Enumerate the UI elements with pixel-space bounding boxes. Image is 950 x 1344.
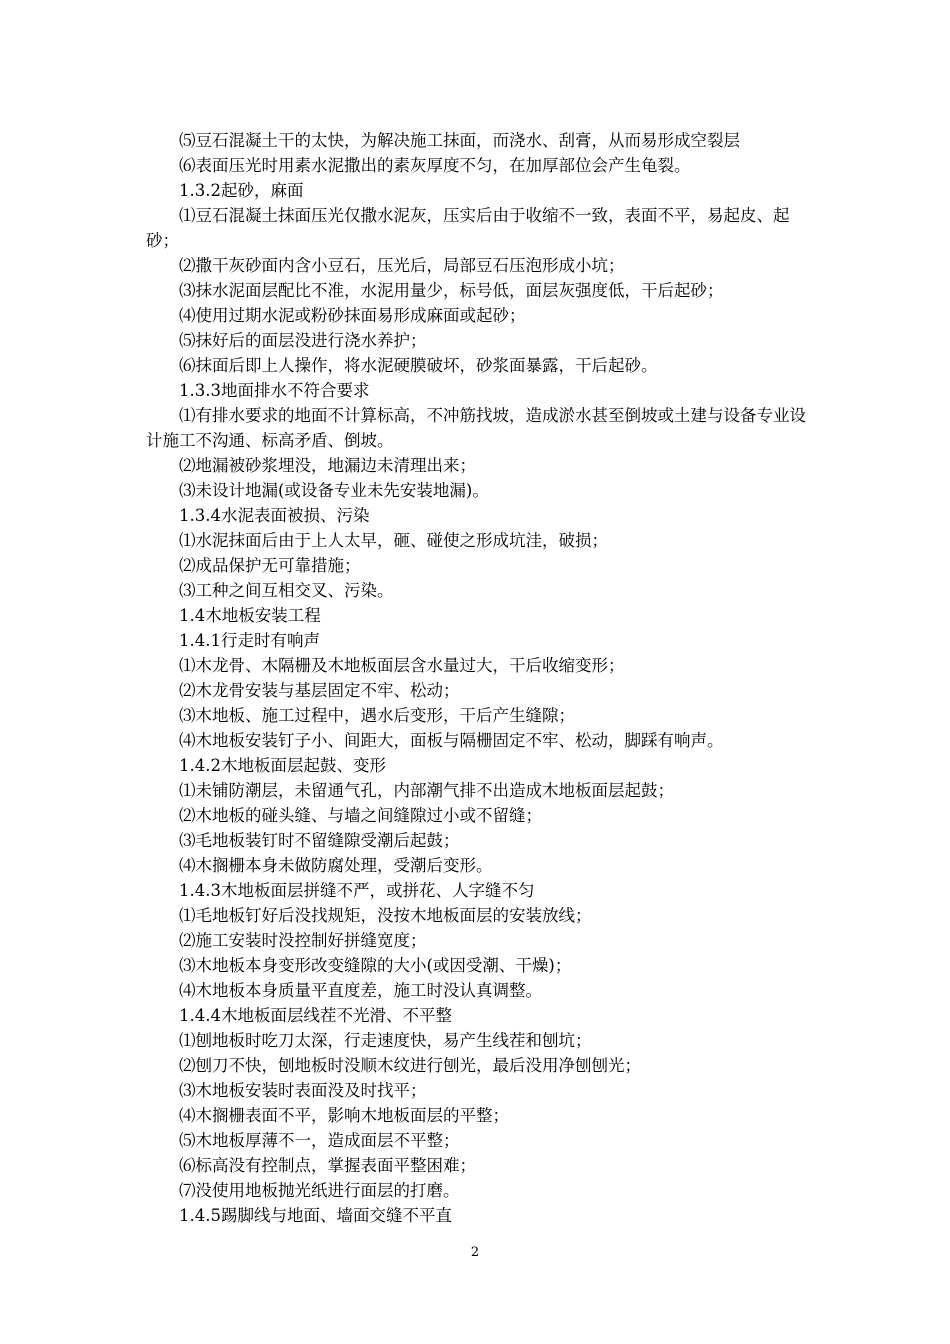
paragraph: 1.4.5踢脚线与地面、墙面交缝不平直 — [179, 1206, 452, 1225]
document-body — [146, 128, 810, 1228]
paragraph: ⑵刨刀不快，刨地板时没顺木纹进行刨光，最后没用净刨刨光； — [179, 1056, 641, 1075]
paragraph: ⑷使用过期水泥或粉砂抹面易形成麻面或起砂； — [179, 306, 526, 325]
paragraph: ⑹表面压光时用素水泥撒出的素灰厚度不匀，在加厚部位会产生龟裂。 — [179, 156, 691, 175]
paragraph: ⑶工种之间互相交叉、污染。 — [179, 581, 394, 600]
paragraph: ⑶未设计地漏(或设备专业未先安装地漏)。 — [179, 481, 489, 500]
paragraph: ⑸抹好后的面层没进行浇水养护； — [179, 331, 427, 350]
paragraph: ⑺没使用地板抛光纸进行面层的打磨。 — [179, 1181, 460, 1200]
paragraph: ⑶木地板、施工过程中，遇水后变形，干后产生缝隙； — [179, 706, 575, 725]
paragraph: ⑹抹面后即上人操作，将水泥硬膜破坏，砂浆面暴露，干后起砂。 — [179, 356, 658, 375]
paragraph: ⑸豆石混凝土干的太快，为解决施工抹面，而浇水、刮膏，从而易形成空裂层 — [179, 131, 740, 150]
paragraph: ⑶抹水泥面层配比不准，水泥用量少，标号低，面层灰强度低，干后起砂； — [179, 281, 724, 300]
paragraph: ⑷木搁栅表面不平，影响木地板面层的平整； — [179, 1106, 509, 1125]
paragraph: ⑸木地板厚薄不一，造成面层不平整； — [179, 1131, 460, 1150]
paragraph: 1.4.3木地板面层拼缝不严，或拼花、人字缝不匀 — [179, 881, 535, 900]
paragraph: 1.3.2起砂，麻面 — [179, 181, 304, 200]
paragraph: 1.3.3地面排水不符合要求 — [179, 381, 370, 400]
paragraph: ⑷木地板本身质量平直度差，施工时没认真调整。 — [179, 981, 542, 1000]
paragraph: ⑴豆石混凝土抹面压光仅撒水泥灰，压实后由于收缩不一致，表面不平，易起皮、起砂； — [146, 206, 790, 250]
paragraph: ⑴有排水要求的地面不计算标高，不冲筋找坡，造成淤水甚至倒坡或土建与设备专业设计施工不沟通、标高矛盾、倒坡。 — [146, 406, 806, 450]
paragraph: ⑶木地板本身变形改变缝隙的大小(或因受潮、干燥)； — [179, 956, 572, 975]
paragraph: ⑴未铺防潮层，未留通气孔，内部潮气排不出造成木地板面层起鼓； — [179, 781, 674, 800]
paragraph: ⑵木龙骨安装与基层固定不牢、松动； — [179, 681, 460, 700]
paragraph: ⑹标高没有控制点，掌握表面平整困难； — [179, 1156, 476, 1175]
paragraph: ⑷木地板安装钉子小、间距大，面板与隔栅固定不牢、松动，脚踩有响声。 — [179, 731, 724, 750]
paragraph: ⑴毛地板钉好后没找规矩，没按木地板面层的安装放线； — [179, 906, 592, 925]
paragraph: ⑴刨地板时吃刀太深，行走速度快，易产生线茬和刨坑； — [179, 1031, 592, 1050]
page-number: 2 — [470, 1245, 480, 1260]
paragraph: 1.4木地板安装工程 — [179, 606, 321, 625]
paragraph: ⑵地漏被砂浆埋没，地漏边未清理出来； — [179, 456, 476, 475]
paragraph: ⑶木地板安装时表面没及时找平； — [179, 1081, 427, 1100]
paragraph: ⑴水泥抹面后由于上人太早，砸、碰使之形成坑洼，破损； — [179, 531, 608, 550]
paragraph: ⑵木地板的碰头缝、与墙之间缝隙过小或不留缝； — [179, 806, 542, 825]
paragraph: ⑵成品保护无可靠措施； — [179, 556, 361, 575]
paragraph: ⑵施工安装时没控制好拼缝宽度； — [179, 931, 427, 950]
paragraph: 1.4.1行走时有响声 — [179, 631, 320, 650]
paragraph: ⑵撒干灰砂面内含小豆石，压光后，局部豆石压泡形成小坑； — [179, 256, 625, 275]
paragraph: ⑶毛地板装钉时不留缝隙受潮后起鼓； — [179, 831, 460, 850]
paragraph: 1.4.4木地板面层线茬不光滑、不平整 — [179, 1006, 452, 1025]
paragraph: 1.3.4水泥表面被损、污染 — [179, 506, 370, 525]
paragraph: ⑷木搁栅本身未做防腐处理，受潮后变形。 — [179, 856, 493, 875]
paragraph: ⑴木龙骨、木隔栅及木地板面层含水量过大，干后收缩变形； — [179, 656, 625, 675]
paragraph: 1.4.2木地板面层起鼓、变形 — [179, 756, 386, 775]
